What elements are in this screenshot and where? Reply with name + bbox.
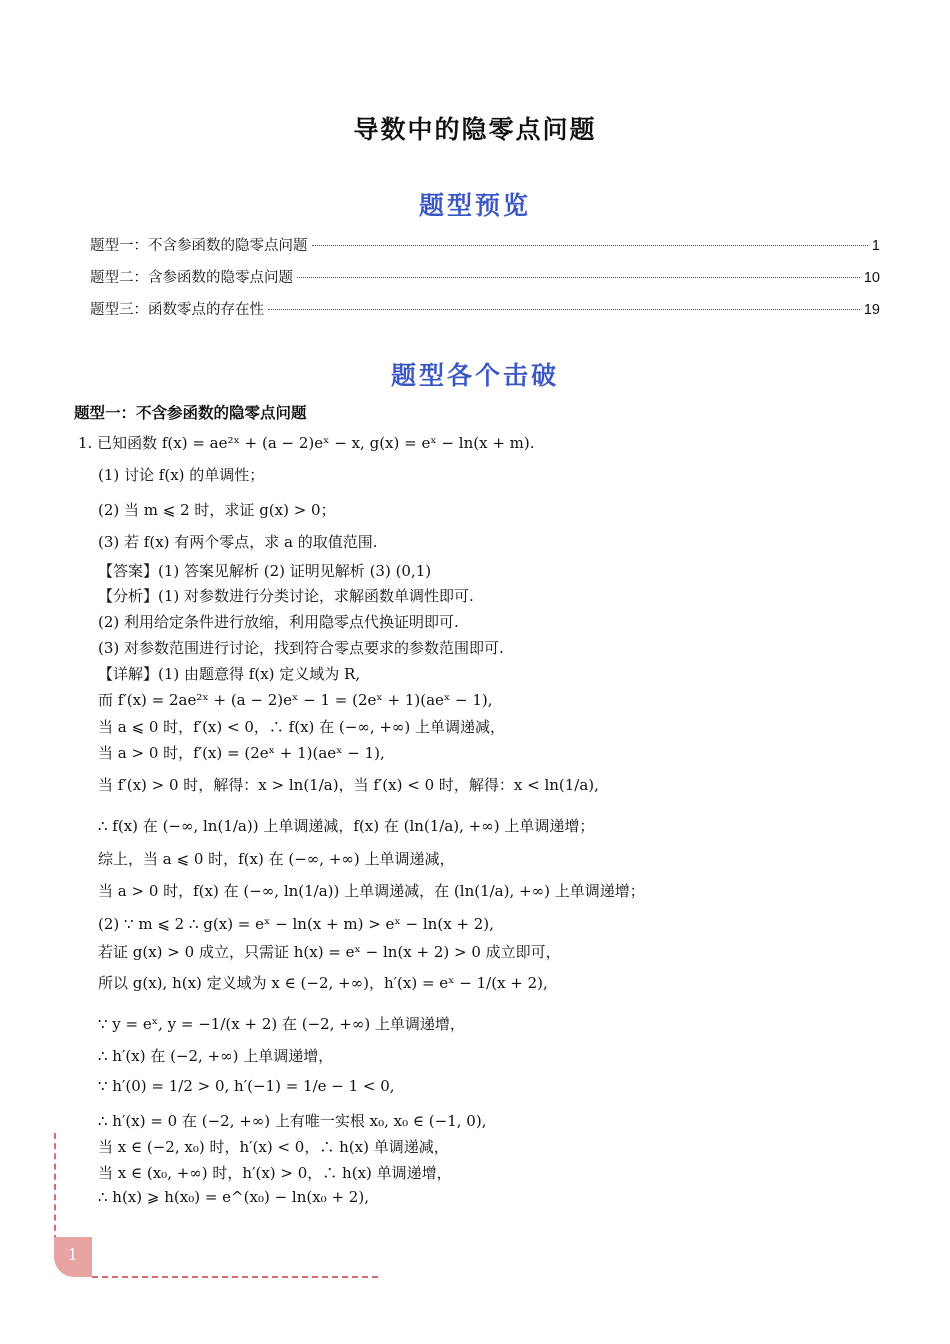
toc-entry-label: 题型三：函数零点的存在性	[90, 302, 264, 318]
toc-leader-dots	[297, 277, 860, 278]
type1-heading: 题型一：不含参函数的隐零点问题	[74, 404, 307, 422]
analysis-line: 【分析】(1) 对参数进行分类讨论，求解函数单调性即可.	[98, 587, 474, 605]
page-number: 1	[68, 1244, 77, 1264]
analysis-line: (3) 对参数范围进行讨论，找到符合零点要求的参数范围即可.	[98, 639, 504, 657]
detail-line: 而 f′(x) = 2ae²ˣ + (a − 2)eˣ − 1 = (2eˣ + 1)(aeˣ − 1),	[98, 691, 493, 709]
detail-line: 当 a > 0 时，f(x) 在 (−∞, ln(1/a)) 上单调递减，在 (ln(1/a), +∞) 上单调递增；	[98, 882, 645, 900]
detail-line: ∴ f(x) 在 (−∞, ln(1/a)) 上单调递减，f(x) 在 (ln(1/a), +∞) 上单调递增；	[98, 817, 595, 835]
sub-question: (1) 讨论 f(x) 的单调性；	[98, 466, 265, 484]
detail-line: 当 f′(x) > 0 时，解得：x > ln(1/a)，当 f′(x) < 0 时，解得：x < ln(1/a),	[98, 776, 599, 794]
toc-entry-label: 题型一：不含参函数的隐零点问题	[90, 238, 308, 254]
detail-line: 当 a ⩽ 0 时，f′(x) < 0，∴ f(x) 在 (−∞, +∞) 上单调递减，	[98, 718, 506, 736]
page-border-dashed-vertical	[54, 1133, 56, 1241]
detail-line: ∴ h′(x) 在 (−2, +∞) 上单调递增，	[98, 1047, 334, 1065]
detail-line: 当 x ∈ (x₀, +∞) 时，h′(x) > 0，∴ h(x) 单调递增，	[98, 1164, 452, 1182]
toc-entry[interactable]	[90, 298, 880, 330]
detail-line: ∵ h′(0) = 1/2 > 0, h′(−1) = 1/e − 1 < 0,	[98, 1077, 395, 1095]
detail-line: 当 x ∈ (−2, x₀) 时，h′(x) < 0，∴ h(x) 单调递减，	[98, 1138, 449, 1156]
analysis-line: (2) 利用给定条件进行放缩，利用隐零点代换证明即可.	[98, 613, 459, 631]
toc-entry-page: 1	[871, 238, 880, 254]
toc-entry[interactable]	[90, 234, 880, 266]
detail-line: ∵ y = eˣ, y = −1/(x + 2) 在 (−2, +∞) 上单调递增，	[98, 1015, 465, 1033]
toc-entry-page: 19	[863, 302, 880, 318]
sub-question: (3) 若 f(x) 有两个零点，求 a 的取值范围.	[98, 533, 378, 551]
answer-line: 【答案】(1) 答案见解析 (2) 证明见解析 (3) (0,1)	[98, 562, 432, 580]
detail-line: 【详解】(1) 由题意得 f(x) 定义域为 R,	[98, 665, 361, 683]
detail-line: 综上，当 a ⩽ 0 时，f(x) 在 (−∞, +∞) 上单调递减，	[98, 850, 455, 868]
page-title: 导数中的隐零点问题	[353, 115, 597, 144]
table-of-contents	[90, 234, 880, 330]
detail-line: 若证 g(x) > 0 成立，只需证 h(x) = eˣ − ln(x + 2) > 0 成立即可，	[98, 943, 561, 961]
breakthrough-heading: 题型各个击破	[390, 361, 559, 390]
toc-entry-label: 题型二：含参函数的隐零点问题	[90, 270, 293, 286]
sub-question: (2) 当 m ⩽ 2 时，求证 g(x) > 0；	[98, 501, 336, 519]
detail-line: ∴ h(x) ⩾ h(x₀) = e^(x₀) − ln(x₀ + 2),	[98, 1188, 369, 1206]
problem-statement: 1. 已知函数 f(x) = ae²ˣ + (a − 2)eˣ − x, g(x) = eˣ − ln(x + m).	[78, 434, 535, 452]
detail-line: 当 a > 0 时，f′(x) = (2eˣ + 1)(aeˣ − 1),	[98, 744, 385, 762]
detail-line: (2) ∵ m ⩽ 2 ∴ g(x) = eˣ − ln(x + m) > eˣ − ln(x + 2),	[98, 915, 494, 933]
toc-entry-page: 10	[863, 270, 880, 286]
toc-entry[interactable]	[90, 266, 880, 298]
detail-line: 所以 g(x), h(x) 定义域为 x ∈ (−2, +∞)，h′(x) = eˣ − 1/(x + 2),	[98, 974, 548, 992]
toc-leader-dots	[312, 245, 868, 246]
detail-line: ∴ h′(x) = 0 在 (−2, +∞) 上有唯一实根 x₀, x₀ ∈ (−1, 0),	[98, 1112, 487, 1130]
page-border-dashed-horizontal	[92, 1276, 378, 1278]
preview-heading: 题型预览	[418, 191, 531, 220]
toc-leader-dots	[268, 309, 860, 310]
